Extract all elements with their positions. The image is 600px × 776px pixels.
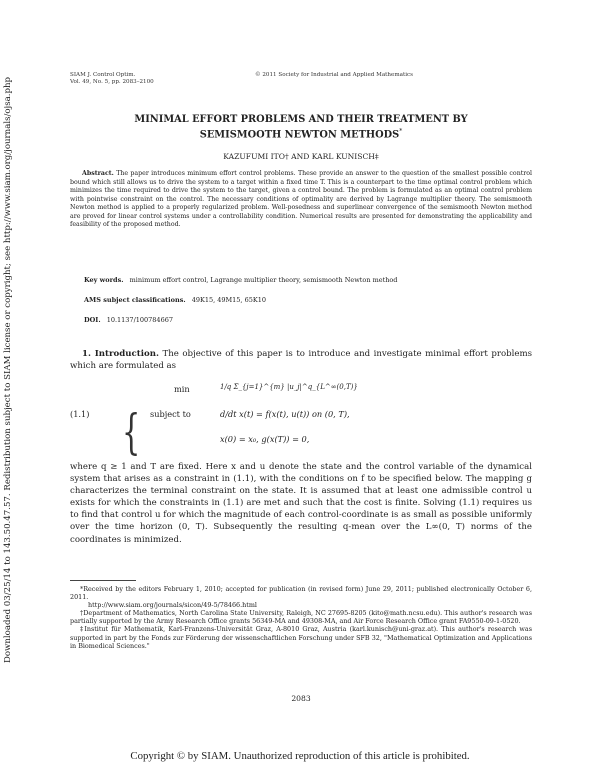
body-paragraph: where q ≥ 1 and T are fixed. Here x and u denote the state and the control variable of the dynamical system that arises as a constraint in (1.1), with the conditions on f to be specified below. The mapping g characterizes the terminal constraint on the state. It is assumed that at least one admissible control u exists for which the constraints in (1.1) are met and such that the cost is finite. Solving (1.1) requires us to find that control u for which the magnitude of each control-coordinate is as small as possible uniformly over the time horizon (0, T). Subsequently the resulting q-mean over the L∞(0, T) norms of the coordinates is minimized. bbox=[70, 462, 532, 545]
title-line-2: SEMISMOOTH NEWTON METHODS bbox=[199, 129, 400, 141]
min-expression: 1/q Σ_{j=1}^{m} |u_j|^q_{L^∞(0,T)} bbox=[220, 383, 358, 391]
abstract-text: The paper introduces minimum effort control problems. These provide an answer to the question of the smallest possible control bound which still allows us to drive the system to a target within a fixed time T. This is a counterpart to the time optimal control problem which minimizes the time required to drive the system to the target, given a control bound. The problem is formulated as an optimal control problem with pointwise constraint on the control. The necessary conditions of optimality are derived by Lagrange multiplier theory. The semismooth Newton method is applied to a properly regularized problem. Well-posedness and superlinear convergence of the semismooth Newton method are proved for linear control systems under a controllability condition. Numerical results are presented for demonstrating the applicability and feasibility of the proposed method. bbox=[70, 170, 532, 228]
equation-brace: { bbox=[122, 404, 141, 460]
authors: KAZUFUMI ITO† AND KARL KUNISCH‡ bbox=[223, 152, 379, 161]
doi bbox=[84, 316, 173, 324]
footnote-rule bbox=[70, 580, 136, 581]
ams-classifications bbox=[84, 296, 266, 304]
subject-to-label: subject to bbox=[150, 409, 191, 419]
keywords bbox=[84, 276, 397, 284]
introduction bbox=[70, 348, 532, 372]
journal-name: SIAM J. Control Optim. bbox=[70, 72, 136, 78]
watermark-text: Downloaded 03/25/14 to 143.50.47.57. Redistribution subject to SIAM license or copyright; see http://www.siam.org/journals/ojsa.php bbox=[3, 76, 13, 664]
footnote-kunisch: ‡Institut für Mathematik, Karl-Franzens-Universität Graz, A-8010 Graz, Austria (karl.kunisch@uni-graz.at). This author's research was supported in part by the Fonds zur Förderung der wissenschaftlichen Forschung under SFB 32, "Mathematical Optimization and Applications in Biomedical Sciences." bbox=[70, 625, 532, 650]
title-footnote-mark: * bbox=[399, 128, 403, 135]
intro-text: The objective of this paper is to introduce and investigate minimal effort problems which are formulated as bbox=[70, 349, 533, 372]
footnote-received: *Received by the editors February 1, 2010; accepted for publication (in revised form) June 29, 2011; published electronically October 6, 2011. bbox=[70, 585, 532, 602]
abstract-label: Abstract. bbox=[82, 170, 114, 177]
ams-text: 49K15, 49M15, 65K10 bbox=[191, 296, 266, 304]
footnote-ito: †Department of Mathematics, North Carolina State University, Raleigh, NC 27695-8205 (kito@math.ncsu.edu). This author's research was partially supported by the Army Research Office grants 56349-MA and 49308-MA, and Air Force Research Office grant FA9550-09-1-0520. bbox=[70, 609, 532, 626]
keywords-text: minimum effort control, Lagrange multiplier theory, semismooth Newton method bbox=[129, 276, 398, 284]
paper-title bbox=[70, 114, 532, 141]
intro-heading: 1. Introduction. bbox=[82, 349, 159, 359]
title-line-1: MINIMAL EFFORT PROBLEMS AND THEIR TREATMENT BY bbox=[134, 114, 468, 125]
doi-label: DOI. bbox=[84, 316, 101, 324]
footnote-url: http://www.siam.org/journals/sicon/49-5/78466.html bbox=[88, 601, 257, 610]
min-label: min bbox=[174, 384, 190, 394]
abstract bbox=[70, 170, 532, 230]
footnotes bbox=[70, 585, 532, 650]
equation-number: (1.1) bbox=[70, 409, 90, 419]
page-number: 2083 bbox=[291, 694, 311, 703]
dynamics-equation: d/dt x(t) = f(x(t), u(t)) on (0, T), bbox=[220, 409, 350, 419]
keywords-label: Key words. bbox=[84, 276, 124, 284]
doi-text: 10.1137/100784667 bbox=[106, 316, 173, 324]
copyright-header: © 2011 Society for Industrial and Applied Mathematics bbox=[255, 72, 414, 78]
volume-info: Vol. 49, No. 5, pp. 2083–2100 bbox=[70, 79, 154, 85]
boundary-conditions: x(0) = x₀, g(x(T)) = 0, bbox=[220, 434, 310, 444]
download-watermark bbox=[2, 20, 14, 720]
ams-label: AMS subject classifications. bbox=[84, 296, 186, 304]
copyright-notice: Copyright © by SIAM. Unauthorized reproduction of this article is prohibited. bbox=[130, 750, 470, 762]
